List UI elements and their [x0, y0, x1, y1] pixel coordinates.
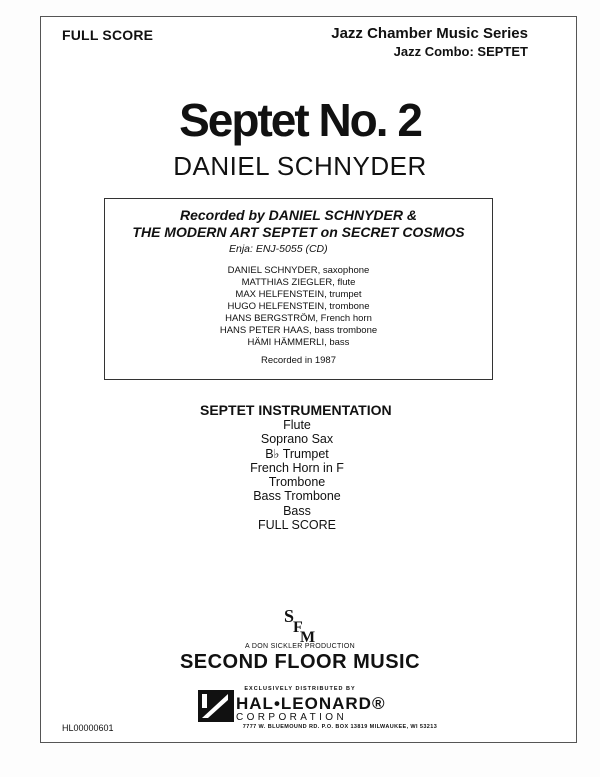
personnel-item: MAX HELFENSTEIN, trumpet: [235, 289, 362, 300]
svg-text:S: S: [284, 606, 295, 626]
distributor-name: HAL•LEONARD®: [236, 694, 386, 713]
production-credit: A DON SICKLER PRODUCTION: [245, 643, 355, 650]
personnel-list: [105, 265, 492, 349]
instrument-item: Flute: [283, 418, 311, 432]
distributed-by-label: EXCLUSIVELY DISTRIBUTED BY: [244, 686, 356, 692]
recorded-year: Recorded in 1987: [261, 355, 336, 366]
full-score-label: FULL SCORE: [62, 27, 154, 43]
instrument-item: B♭ Trumpet: [265, 446, 329, 461]
personnel-item: HUGO HELFENSTEIN, trombone: [227, 301, 370, 312]
personnel-item: HANS BERGSTRÖM, French horn: [225, 313, 372, 324]
instrument-item: Soprano Sax: [260, 432, 334, 447]
personnel-item: HANS PETER HAAS, bass trombone: [219, 325, 378, 336]
record-label: Enja: ENJ-5055 (CD): [229, 243, 328, 255]
instrument-item: Bass Trombone: [253, 489, 341, 504]
recording-line-1: Recorded by DANIEL SCHNYDER &: [179, 207, 417, 223]
recording-line-2: THE MODERN ART SEPTET on SECRET COSMOS: [132, 224, 465, 240]
hal-leonard-logo-icon: [198, 690, 234, 722]
instrumentation-heading: SEPTET INSTRUMENTATION: [200, 402, 392, 418]
personnel-item: MATTHIAS ZIEGLER, flute: [241, 277, 356, 288]
instrument-item: French Horn in F: [250, 460, 344, 475]
distributor-address: 7777 W. BLUEMOUND RD. P.O. BOX 13819 MILWAUKEE, WI 53213: [242, 724, 438, 730]
catalog-number: HL00000601: [62, 723, 114, 733]
svg-text:F: F: [293, 619, 303, 636]
distributor-corporation: CORPORATION: [236, 712, 348, 723]
personnel-item: DANIEL SCHNYDER, saxophone: [227, 265, 370, 276]
sfm-logo-icon: [280, 604, 320, 644]
composer-name: DANIEL SCHNYDER: [173, 151, 427, 181]
recording-info-box: [104, 198, 493, 380]
instrument-item: FULL SCORE: [257, 518, 337, 533]
series-title: Jazz Chamber Music Series: [331, 25, 528, 42]
series-subtitle: Jazz Combo: SEPTET: [393, 44, 528, 59]
personnel-item: HÄMI HÄMMERLI, bass: [247, 337, 350, 348]
svg-text:M: M: [300, 629, 316, 644]
instrument-item: Bass: [283, 503, 311, 518]
page-title: Septet No. 2: [179, 94, 421, 146]
instrument-item: Trombone: [268, 475, 326, 490]
publisher-name: SECOND FLOOR MUSIC: [179, 651, 421, 673]
instrumentation-list: [200, 418, 394, 532]
